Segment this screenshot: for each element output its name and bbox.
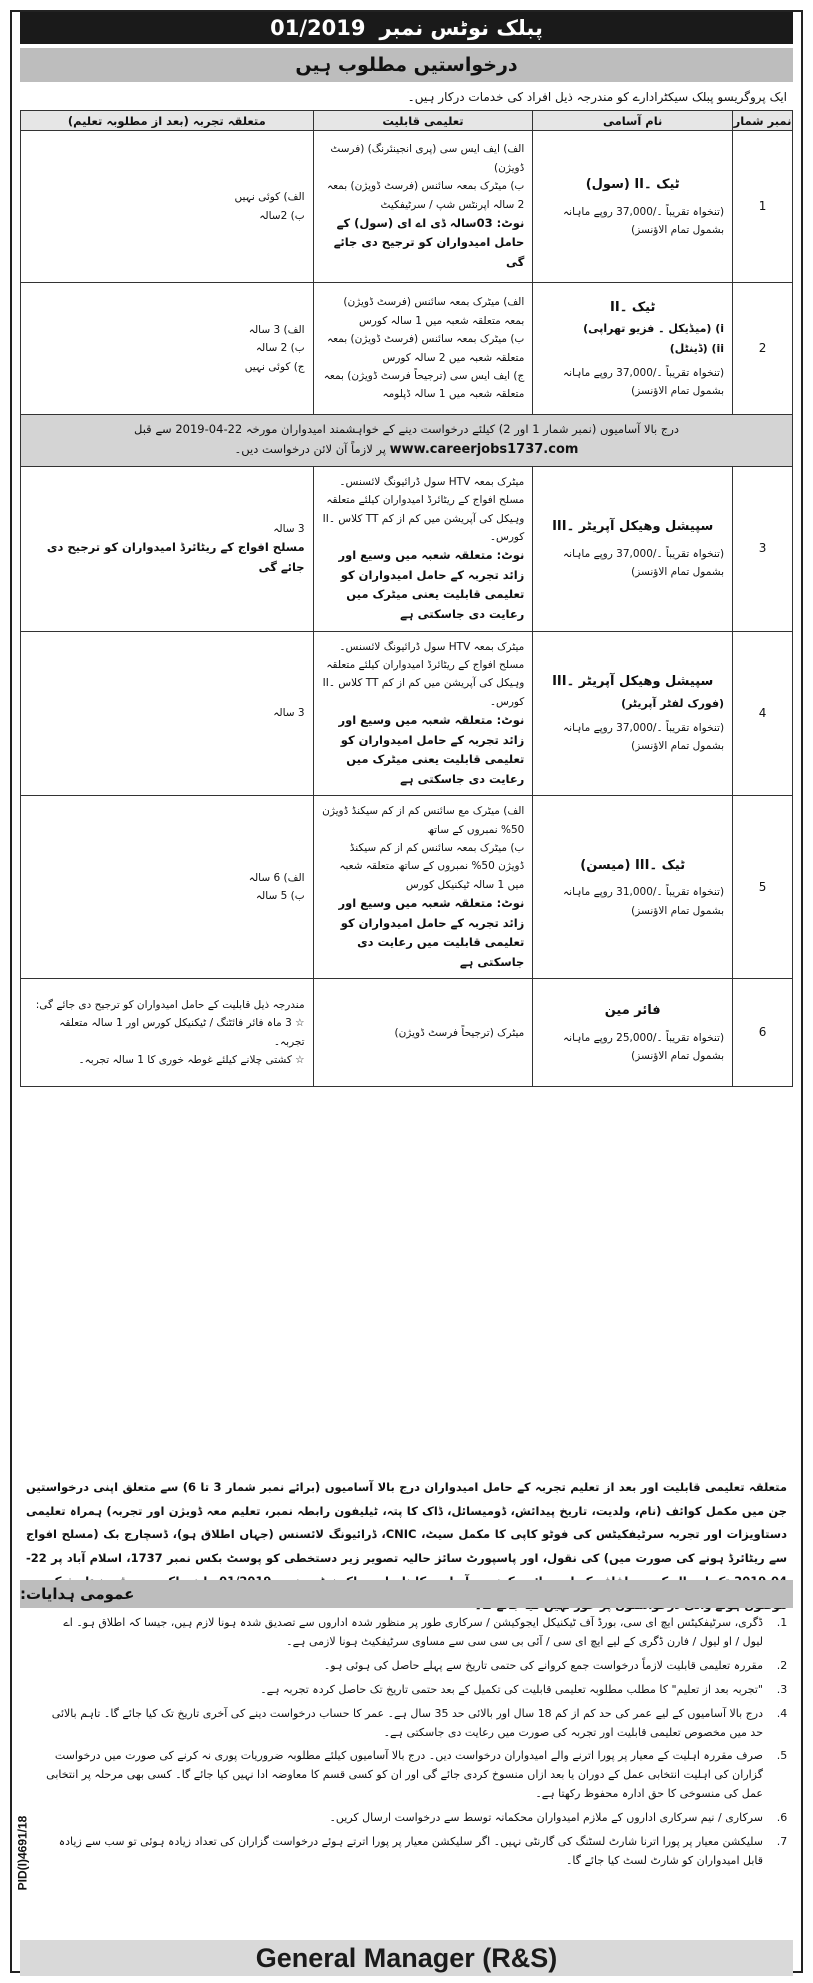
instruction-item bbox=[44, 1705, 793, 1743]
pid-reference bbox=[12, 1778, 32, 1928]
instruction-number: 2. bbox=[776, 1658, 788, 1672]
instruction-text: ڈگری، سرٹیفکیٹس ایچ ای سی، بورڈ آف ٹیکنیکل ایجوکیشن / سرکاری طور پر منظور شدہ اداروں سے تصدیق شدہ ہونا لازم ہیں، جیسا کہ اطلاق ہو۔ اے لیول / او لیول / فارن ڈگری کے لیے ایچ ای سی / آئی بی سی سی سے مساوی سرٹیفکیٹ ہونا لازمی ہے۔ bbox=[63, 1616, 763, 1648]
post-title: ٹیک ۔II bbox=[610, 299, 656, 315]
instruction-text: مقررہ تعلیمی قابلیت لازماً درخواست جمع کروانے کی حتمی تاریخ سے پہلے حاصل کی ہوئی ہو۔ bbox=[323, 1658, 763, 1672]
general-instructions-title: عمومی ہدایات: bbox=[20, 1580, 793, 1608]
qualification-item: ب) میٹرک بمعہ سائنس (فرسٹ ڈویژن) بمعہ متعلقہ شعبہ میں 2 سالہ کورس bbox=[326, 333, 525, 364]
post-cell bbox=[533, 283, 733, 415]
post-subtitle: ii) (ڈینٹل) bbox=[669, 341, 725, 355]
row-number: 3 bbox=[733, 466, 793, 631]
experience-item: الف) کوئی نہیں bbox=[234, 191, 305, 204]
experience-item: ☆ کشتی چلانے کیلئے غوطہ خوری کا 1 سالہ تجربہ۔ bbox=[78, 1054, 305, 1067]
application-instructions: متعلقہ تعلیمی قابلیت اور بعد از تعلیم تجربہ کے حامل امیدواران درج بالا آسامیوں (برائے نمبر شمار 3 تا 6) سے متعلق اپنی درخواستیں جن میں مکمل کوائف (نام، ولدیت، تاریخ پیدائش، ڈومیسائل، ڈاک کا پتہ، ٹیلیفون رابطہ نمبر، تعلیم معہ ڈویژن اور تجربہ) ہمراہ تعلیمی دستاویزات اور تجربہ سرٹیفکیٹس کی فوٹو کاپی کا مکمل سیٹ، CNIC، ڈرائیونگ لائسنس (جہاں اطلاق ہو)، ڈسچارج بک (مسلح افواج سے ریٹائرڈ ہونے کی صورت میں) کی نقول، اور پاسپورٹ سائز حالیہ تصویر زیر دستخطی کو پوسٹ بکس نمبر 1737، اسلام آباد پر 22- bbox=[26, 1480, 787, 1565]
row-number: 5 bbox=[733, 796, 793, 979]
table-row bbox=[21, 131, 793, 283]
online-apply-notice bbox=[21, 415, 793, 467]
post-salary: بشمول تمام الاؤنسز) bbox=[631, 1050, 725, 1063]
experience-item: ☆ 3 ماہ فائر فائٹنگ / ٹیکنیکل کورس اور 1 سالہ متعلقہ تجربہ۔ bbox=[59, 1017, 305, 1048]
instruction-item bbox=[44, 1809, 793, 1828]
post-title: سپیشل وھیکل آپریٹر ۔III bbox=[552, 518, 714, 534]
qualification-note: نوٹ: متعلقہ شعبہ میں وسیع اور زائد تجربہ کے حامل امیدواران کو تعلیمی قابلیت میں رعایت دی جاسکتی ہے bbox=[338, 896, 525, 969]
post-title: ٹیک ۔II (سول) bbox=[585, 176, 680, 192]
experience-cell bbox=[21, 631, 314, 796]
qualification-item: میٹرک (ترجیحاً فرسٹ ڈویژن) bbox=[394, 1026, 525, 1039]
row-number: 1 bbox=[733, 131, 793, 283]
instruction-number: 1. bbox=[776, 1616, 788, 1629]
online-apply-notice-row bbox=[21, 415, 793, 467]
post-salary: (تنخواہ تقریباً ۔/31,000 روپے ماہانہ bbox=[563, 886, 725, 899]
experience-cell bbox=[21, 979, 314, 1087]
row-number: 2 bbox=[733, 283, 793, 415]
vacancies-table bbox=[20, 110, 793, 1087]
post-salary: بشمول تمام الاؤنسز) bbox=[631, 740, 725, 753]
footer-signatory: General Manager (R&S) bbox=[20, 1940, 793, 1976]
col-header-qualification: تعلیمی قابلیت bbox=[313, 111, 533, 131]
post-salary: (تنخواہ تقریباً ۔/25,000 روپے ماہانہ bbox=[563, 1031, 725, 1044]
instruction-number: 4. bbox=[776, 1706, 788, 1720]
table-header-row bbox=[21, 111, 793, 131]
qualification-note: نوٹ: متعلقہ شعبہ میں وسیع اور زائد تجربہ کے حامل امیدواران کو تعلیمی قابلیت یعنی میٹرک میں رعایت دی جاسکتی ہے bbox=[338, 548, 525, 622]
experience-note: مسلح افواج کے ریٹائرڈ امیدواران کو ترجیح دی جائے گی bbox=[46, 540, 305, 574]
post-cell bbox=[533, 796, 733, 979]
post-salary: (تنخواہ تقریباً ۔/37,000 روپے ماہانہ bbox=[563, 547, 725, 560]
instruction-item bbox=[44, 1657, 793, 1676]
instruction-item bbox=[44, 1614, 793, 1652]
experience-cell bbox=[21, 796, 314, 979]
post-cell bbox=[533, 979, 733, 1087]
post-salary: بشمول تمام الاؤنسز) bbox=[631, 385, 725, 398]
post-salary: (تنخواہ تقریباً ۔/37,000 روپے ماہانہ bbox=[563, 366, 725, 379]
qualification-note: نوٹ: 03سالہ ڈی اے ای (سول) کے حامل امیدواران کو ترجیح دی جائے گی bbox=[333, 215, 525, 270]
qualification-cell bbox=[313, 466, 533, 631]
table-row bbox=[21, 979, 793, 1087]
post-cell bbox=[533, 466, 733, 631]
experience-item: ب) 5 سالہ bbox=[255, 890, 305, 903]
qualification-item: میٹرک بمعہ HTV سول ڈرائیونگ لائسنس۔ bbox=[339, 475, 525, 488]
qualification-cell bbox=[313, 131, 533, 283]
instruction-item bbox=[44, 1747, 793, 1804]
table-row bbox=[21, 283, 793, 415]
qualification-item: الف) میٹرک بمعہ سائنس (فرسٹ ڈویژن) بمعہ متعلقہ شعبہ میں 1 سالہ کورس bbox=[343, 296, 525, 327]
instruction-text: سلیکشن معیار پر پورا اترنا شارٹ لسٹنگ کی گارنٹی نہیں۔ اگر سلیکشن معیار پر پورا اترتے ہوئے درخواست گزاران کی تعداد زیادہ ہوئی تو سب سے زیادہ قابل امیدواران کو شارٹ لسٹ کیا جائے گا۔ bbox=[58, 1835, 763, 1867]
post-cell bbox=[533, 631, 733, 796]
qualification-item: مسلح افواج کے ریٹائرڈ امیدواران کیلئے متعلقہ وہیکل کی آپریشن میں کم از کم TT کلاس ۔II کورس۔ bbox=[322, 494, 525, 543]
post-salary: (تنخواہ تقریباً ۔/37,000 روپے ماہانہ bbox=[563, 722, 725, 735]
general-instructions-list bbox=[44, 1614, 793, 1876]
qualification-item: الف) میٹرک مع سائنس کم از کم سیکنڈ ڈویژن 50% نمبروں کے ساتھ bbox=[322, 805, 525, 836]
qualification-item: ج) ایف ایس سی (ترجیحاً فرسٹ ڈویژن) بمعہ متعلقہ شعبہ میں 1 سالہ ڈپلومہ bbox=[323, 369, 525, 401]
instruction-item bbox=[44, 1681, 793, 1700]
post-title: ٹیک ۔III (میسن) bbox=[580, 857, 686, 873]
instruction-text: سرکاری / نیم سرکاری اداروں کے ملازم امیدواران محکمانہ توسط سے درخواست ارسال کریں۔ bbox=[329, 1811, 763, 1825]
qualification-cell bbox=[313, 796, 533, 979]
instruction-number: 6. bbox=[776, 1811, 788, 1825]
table-row bbox=[21, 796, 793, 979]
post-salary: بشمول تمام الاؤنسز) bbox=[631, 223, 725, 236]
qualification-item: مسلح افواج کے ریٹائرڈ امیدواران کیلئے متعلقہ وہیکل کی آپریشن میں کم از کم TT کلاس ۔II کورس۔ bbox=[322, 658, 525, 708]
qualification-cell bbox=[313, 631, 533, 796]
post-cell bbox=[533, 131, 733, 283]
notice-number: 01/2019 bbox=[270, 16, 366, 40]
experience-cell bbox=[21, 283, 314, 415]
experience-item: 3 سالہ bbox=[273, 707, 305, 720]
notice-title: پبلک نوٹس نمبر bbox=[379, 16, 543, 40]
instruction-text: درج بالا آسامیوں کے لیے عمر کی حد کم از کم 18 سال اور بالائی حد 35 سال ہے۔ عمر کا حساب درخواست دینے کی آخری تاریخ تک کیا جائے گا۔ تاہم بالائی حد میں مخصوص تعلیمی قابلیت اور تجربہ کی صورت میں رعایت دی جاسکتی ہے۔ bbox=[51, 1706, 763, 1739]
notice-line-1: درج بالا آسامیوں (نمبر شمار 1 اور 2) کیلئے درخواست دینے کے خواہشمند امیدواران مورخہ 22-04-2019 سے قبل bbox=[133, 422, 679, 436]
qualification-item: ب) میٹرک بمعہ سائنس (فرسٹ ڈویژن) بمعہ 2 سالہ اپرنٹس شپ / سرٹیفکیٹ bbox=[326, 180, 525, 211]
notice-title-bar bbox=[20, 12, 793, 44]
instruction-number: 3. bbox=[776, 1682, 788, 1696]
qualification-note: نوٹ: متعلقہ شعبہ میں وسیع اور زائد تجربہ کے حامل امیدواران کو تعلیمی قابلیت یعنی میٹرک میں رعایت دی جاسکتی ہے bbox=[338, 713, 525, 786]
experience-item: مندرجہ ذیل قابلیت کے حامل امیدواران کو ترجیح دی جائے گی: bbox=[35, 999, 305, 1012]
post-subtitle: (فورک لفٹر آپریٹر) bbox=[621, 696, 725, 710]
table-row bbox=[21, 631, 793, 796]
experience-item: ج) کوئی نہیں bbox=[244, 360, 305, 373]
post-salary: (تنخواہ تقریباً ۔/37,000 روپے ماہانہ bbox=[563, 205, 725, 218]
instruction-number: 5. bbox=[776, 1749, 788, 1763]
intro-text: ایک پروگریسو پبلک سیکٹرادارے کو مندرجہ ذیل افراد کی خدمات درکار ہیں۔ bbox=[407, 90, 787, 104]
experience-cell bbox=[21, 131, 314, 283]
col-header-number: نمبر شمار bbox=[733, 111, 793, 131]
experience-item: الف) 3 سالہ bbox=[248, 323, 305, 336]
instruction-text: "تجربہ بعد از تعلیم" کا مطلب مطلوبہ تعلیمی قابلیت کی تکمیل کے بعد حتمی تاریخ تک حاصل کردہ تجربہ ہے۔ bbox=[260, 1682, 763, 1696]
experience-item: الف) 6 سالہ bbox=[248, 871, 305, 884]
post-salary: بشمول تمام الاؤنسز) bbox=[631, 904, 725, 917]
experience-item: ب) 2سالہ bbox=[259, 209, 305, 222]
notice-line-2: پر لازماً آن لائن درخواست دیں۔ bbox=[234, 442, 386, 457]
col-header-experience: متعلقہ تجربہ (بعد از مطلوبہ تعلیم) bbox=[21, 111, 314, 131]
row-number: 6 bbox=[733, 979, 793, 1087]
post-title: سپیشل وھیکل آپریٹر ۔III bbox=[552, 674, 714, 690]
qualification-cell bbox=[313, 283, 533, 415]
experience-item: 3 سالہ bbox=[273, 522, 305, 535]
instruction-number: 7. bbox=[776, 1835, 788, 1849]
instruction-text: صرف مقررہ اہلیت کے معیار پر پورا اترنے والے امیدواران درخواست دیں۔ درج بالا آسامیوں کیلئے مطلوبہ ضروریات پوری نہ کرنے کی صورت میں درخواست گزاران کی اہلیت انتخابی عمل کے دوران یا بعد ازاں منسوخ کردی جائے گی اور ان کو کسی قسم کا معاوضہ ادا نہیں کیا جائے گا۔ کسی بھی مرحلہ پر انتخابی عمل کی منسوخی کا حق ادارہ محفوظ رکھتا ہے۔ bbox=[46, 1749, 763, 1801]
pid-text: PID(I)4691/18 bbox=[15, 1815, 29, 1891]
experience-cell bbox=[21, 466, 314, 631]
post-subtitle: i) (میڈیکل ۔ فزیو تھراپی) bbox=[583, 322, 725, 336]
experience-item: ب) 2 سالہ bbox=[255, 342, 305, 355]
col-header-post: نام آسامی bbox=[533, 111, 733, 131]
post-title: فائر مین bbox=[604, 1003, 661, 1019]
instruction-item bbox=[44, 1833, 793, 1871]
row-number: 4 bbox=[733, 631, 793, 796]
notice-subtitle: درخواستیں مطلوب ہیں bbox=[20, 48, 793, 82]
qualification-cell bbox=[313, 979, 533, 1087]
career-url-link[interactable]: www.careerjobs1737.com bbox=[389, 442, 579, 458]
qualification-item: میٹرک بمعہ HTV سول ڈرائیونگ لائسنس۔ bbox=[339, 640, 525, 653]
table-row bbox=[21, 466, 793, 631]
qualification-item: ب) میٹرک بمعہ سائنس کم از کم سیکنڈ ڈویژن 50% نمبروں کے ساتھ متعلقہ شعبہ میں 1 سالہ ٹیکنیکل کورس bbox=[339, 842, 525, 891]
qualification-item: الف) ایف ایس سی (پری انجینئرنگ) (فرسٹ ڈویژن) bbox=[330, 143, 525, 174]
post-salary: بشمول تمام الاؤنسز) bbox=[631, 566, 725, 579]
